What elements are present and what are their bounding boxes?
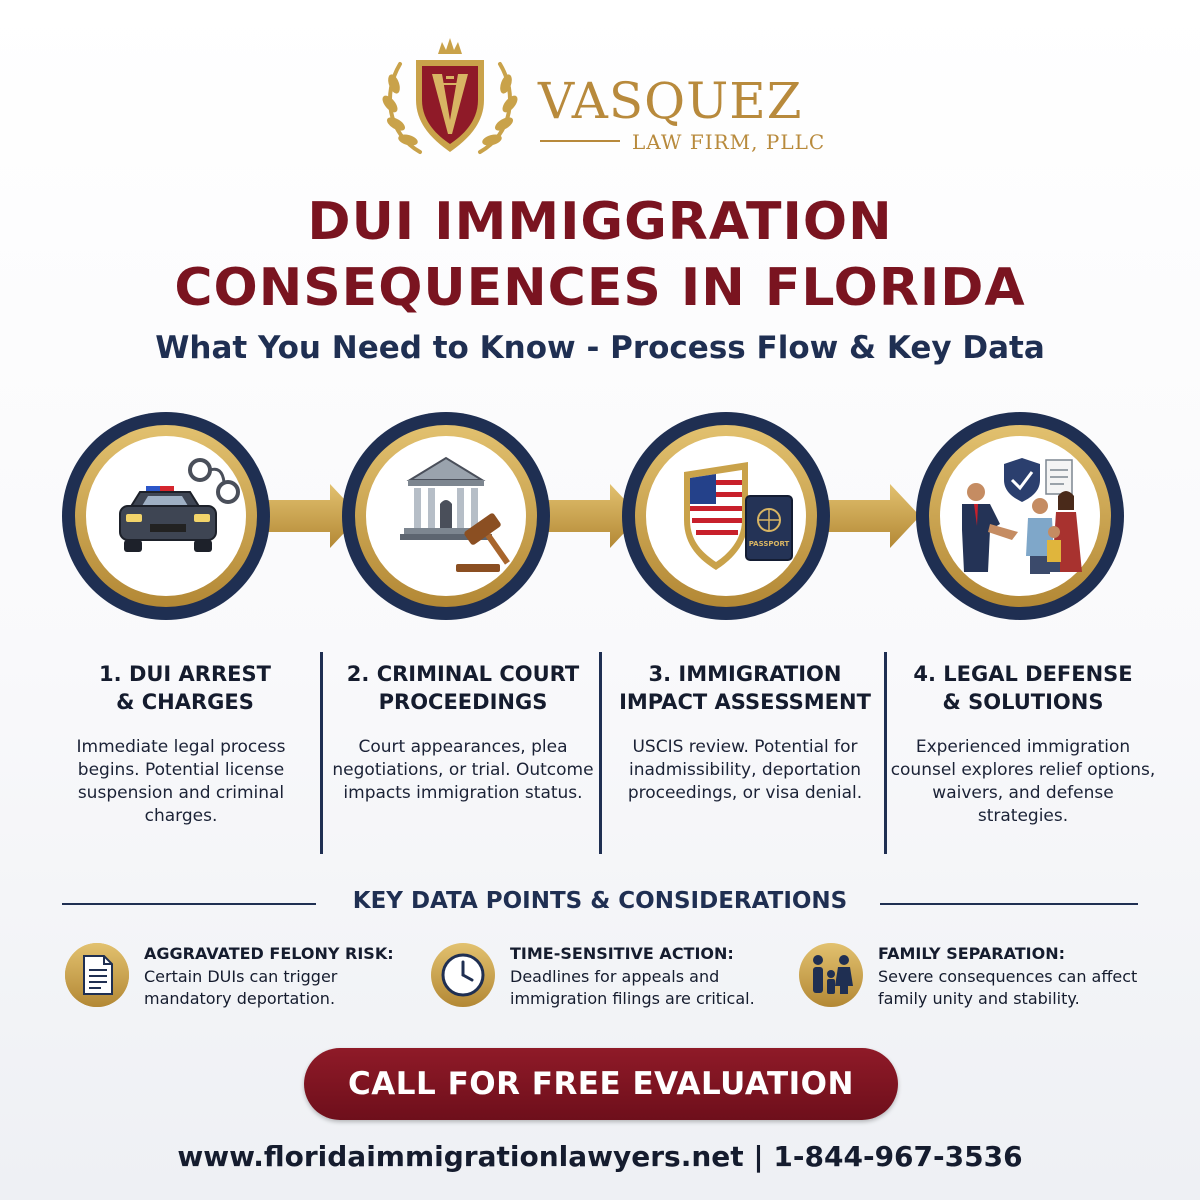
contact-info[interactable]: www.floridaimmigrationlawyers.net | 1-844-967-3536 (177, 1140, 1023, 1173)
key-point-title: FAMILY SEPARATION: (878, 944, 1066, 963)
step-3-desc: USCIS review. Potential for inadmissibility, deportation proceedings, or visa denial. (627, 737, 863, 803)
key-point-time (430, 940, 790, 1010)
free-evaluation-button[interactable]: CALL FOR FREE EVALUATION (304, 1048, 898, 1120)
key-point-desc: Deadlines for appeals and immigration filings are critical. (510, 967, 755, 1008)
process-flow (0, 400, 1200, 640)
step-1-circle (62, 412, 270, 620)
key-point-felony (64, 940, 414, 1010)
step-4-circle (916, 412, 1124, 620)
step-4-title: 4. LEGAL DEFENSE & SOLUTIONS (913, 662, 1133, 714)
step-4-desc: Experienced immigration counsel explores relief options, waivers, and defense strategies. (890, 737, 1156, 826)
document-icon (64, 942, 130, 1008)
step-divider (320, 652, 323, 854)
key-point-title: TIME-SENSITIVE ACTION: (510, 944, 734, 963)
key-point-family (798, 940, 1158, 1010)
family-icon (798, 942, 864, 1008)
clock-icon (430, 942, 496, 1008)
page-title-line2: CONSEQUENCES IN FLORIDA (174, 258, 1026, 318)
key-point-title: AGGRAVATED FELONY RISK: (144, 944, 394, 963)
step-2-title: 2. CRIMINAL COURT PROCEEDINGS (346, 662, 580, 714)
step-3-title: 3. IMMIGRATION IMPACT ASSESSMENT (619, 662, 871, 714)
step-divider (884, 652, 887, 854)
step-1-desc: Immediate legal process begins. Potential license suspension and criminal charges. (76, 737, 286, 826)
crown-shield-laurel-icon (380, 34, 520, 164)
page-subtitle: What You Need to Know - Process Flow & Key Data (155, 330, 1045, 366)
step-2-desc: Court appearances, plea negotiations, or trial. Outcome impacts immigration status. (332, 737, 594, 803)
page-title-line1: DUI IMMIGGRATION (307, 192, 893, 252)
key-point-desc: Certain DUIs can trigger mandatory deportation. (144, 967, 338, 1008)
step-1-title: 1. DUI ARREST & CHARGES (99, 662, 271, 714)
step-3-circle (622, 412, 830, 620)
passport-label: PASSPORT (748, 540, 790, 548)
brand-subtitle: LAW FIRM, PLLC (632, 130, 826, 154)
brand-divider (540, 140, 620, 142)
key-point-desc: Severe consequences can affect family unity and stability. (878, 967, 1138, 1008)
step-2-circle (342, 412, 550, 620)
step-divider (599, 652, 602, 854)
brand-name: VASQUEZ (538, 72, 803, 130)
firm-logo (380, 34, 840, 164)
key-section-heading: KEY DATA POINTS & CONSIDERATIONS (352, 888, 848, 914)
section-rule-right (880, 903, 1138, 905)
